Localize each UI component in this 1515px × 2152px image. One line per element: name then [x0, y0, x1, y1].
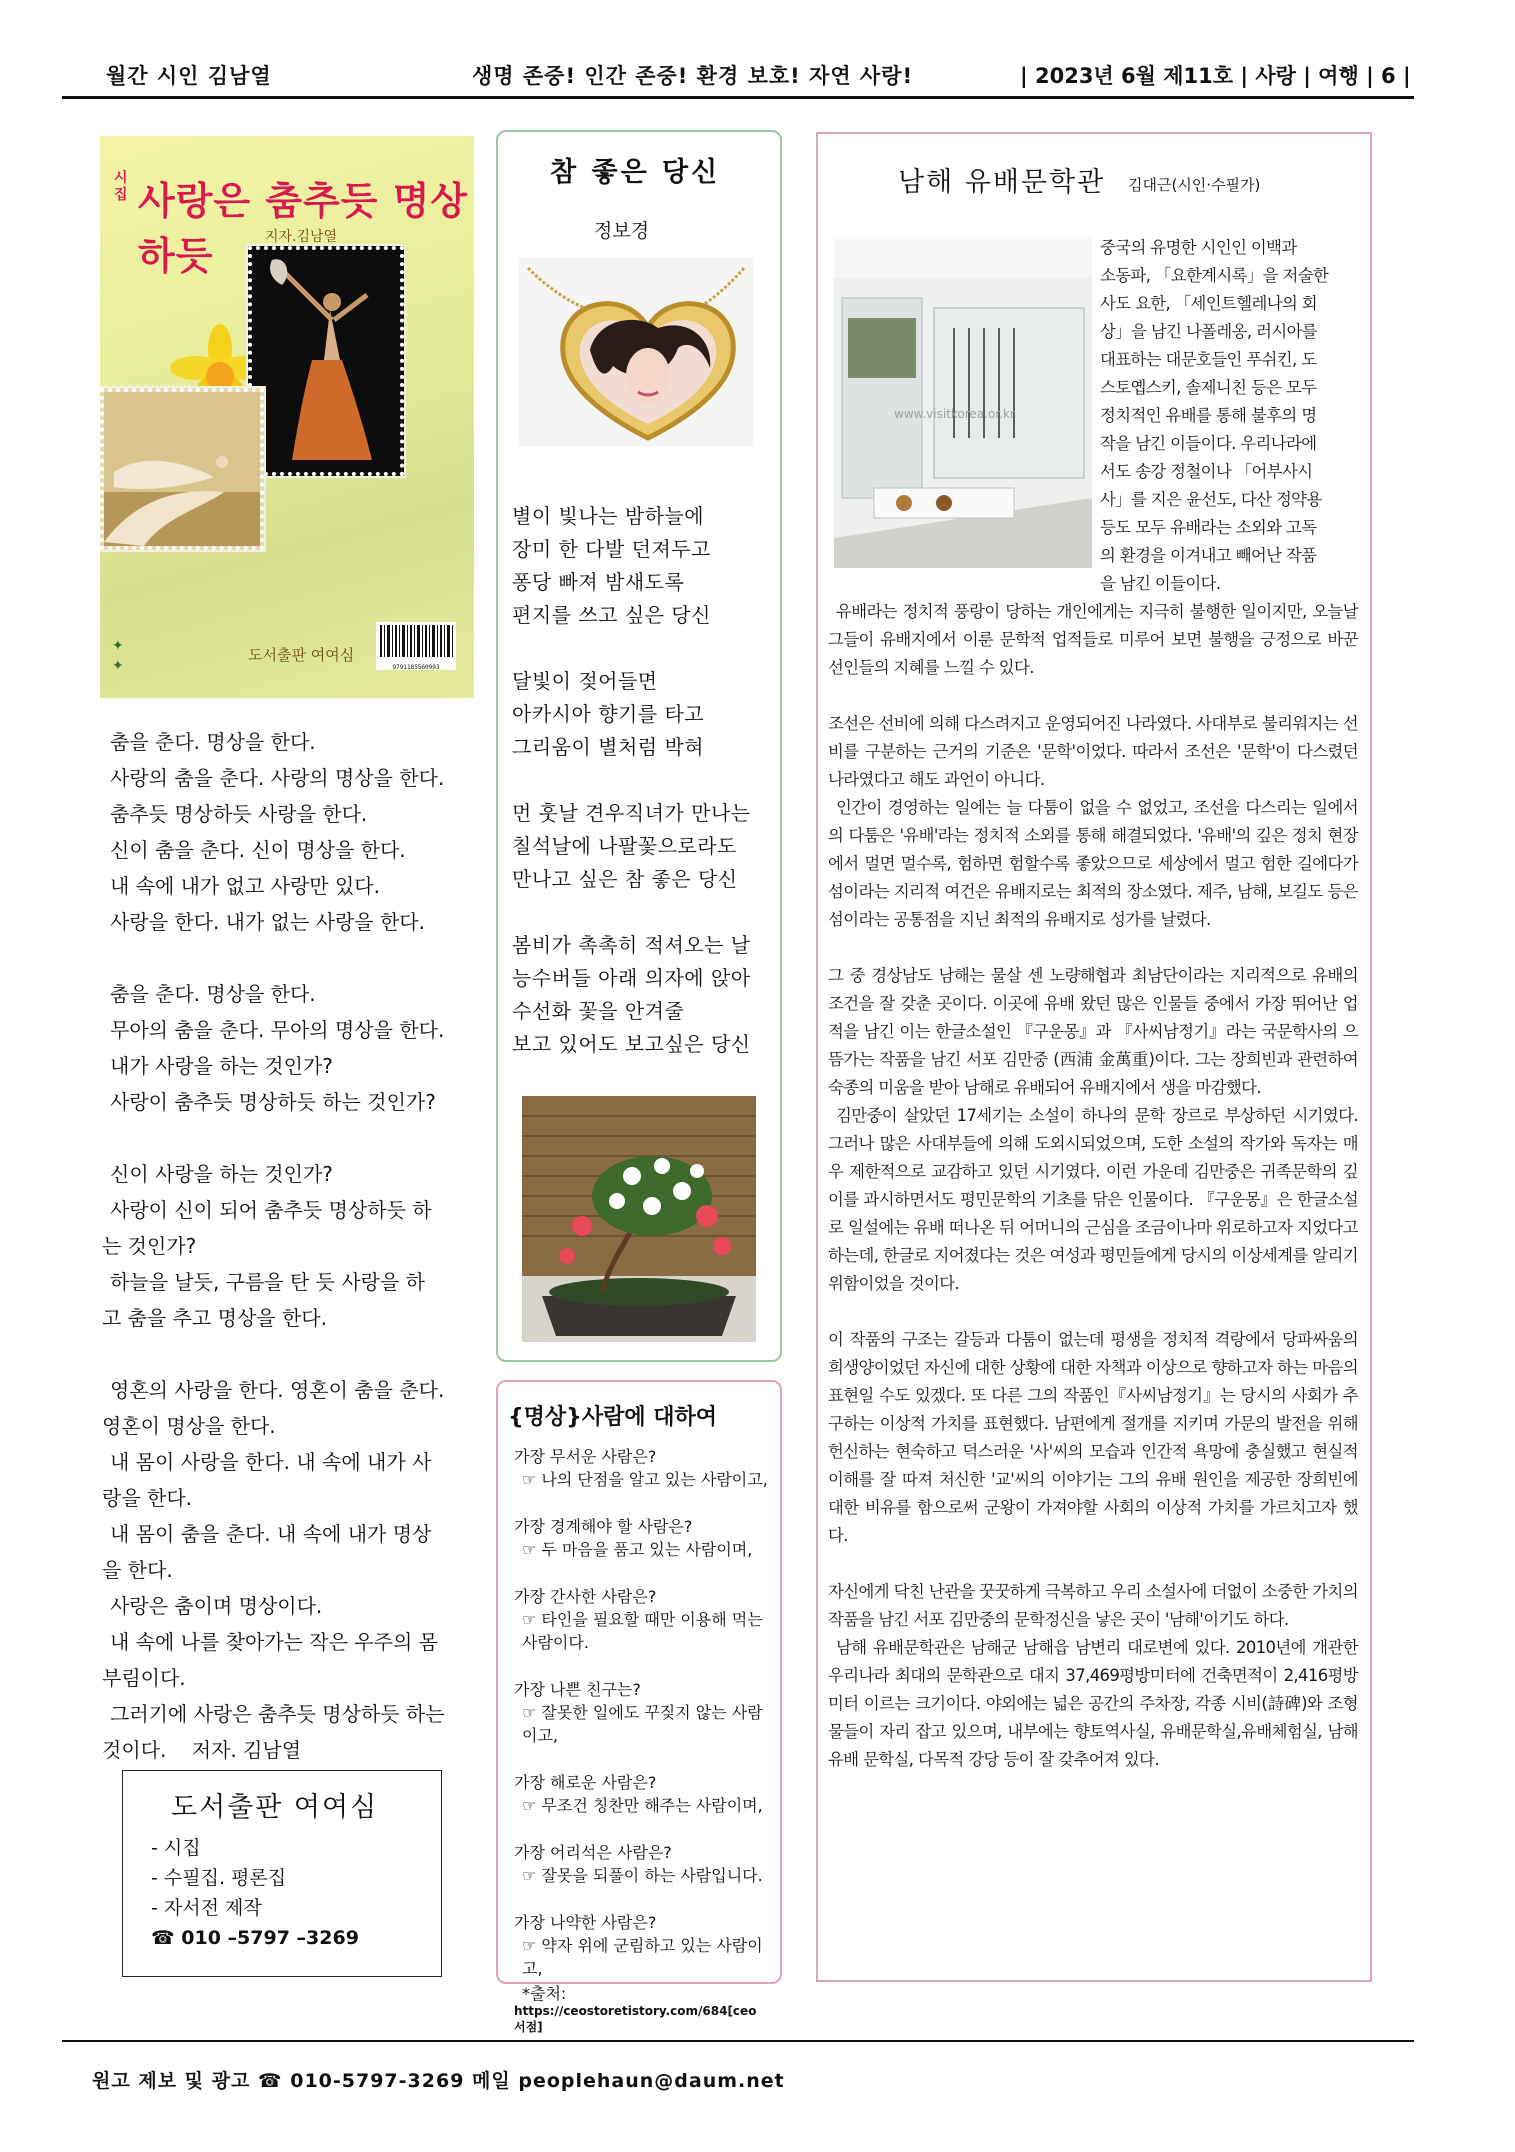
qa-question: 가장 무서운 사람은? — [514, 1447, 657, 1466]
sparkle-decoration-icon — [108, 636, 138, 676]
footer-rule — [62, 2040, 1414, 2042]
article-line: 작을 남긴 이들이다. 우리나라에 — [1100, 434, 1317, 453]
cover-author: 지자.김남열 — [265, 229, 338, 245]
publisher-box — [122, 1770, 442, 1977]
poem-line: 사랑을 한다. 내가 없는 사랑을 한다. — [110, 910, 425, 934]
poem-panel — [496, 130, 782, 1362]
article-line: 소동파, 「요한계시록」을 저술한 — [1100, 266, 1329, 285]
qa-answer: ☞ 타인을 필요할 때만 이용해 먹는 사람이다. — [522, 1610, 763, 1652]
poem-line: 는 것인가? — [102, 1234, 197, 1258]
poem-line: 그러기에 사랑은 춤추듯 명상하듯 하는 — [110, 1702, 445, 1726]
meditation-qa-list — [514, 1438, 768, 2035]
footer-contact: 원고 제보 및 광고 ☎ 010-5797-3269 메일 peoplehaun@daum.net — [92, 2070, 785, 2092]
poem-line: 장미 한 다발 던져두고 — [512, 537, 711, 561]
middle-poem-body — [512, 500, 774, 1061]
poem-line: 춤추듯 명상하듯 사랑을 한다. — [110, 802, 368, 826]
poem-line: 달빛이 젖어들면 — [512, 669, 658, 693]
poem-line: 을 한다. — [102, 1558, 173, 1582]
poem-line: 신이 춤을 춘다. 신이 명상을 한다. — [110, 838, 406, 862]
poem-line: 아카시아 향기를 타고 — [512, 702, 705, 726]
poem-line: 사랑이 춤추듯 명상하듯 하는 것인가? — [110, 1090, 436, 1114]
poem-line: 내가 사랑을 하는 것인가? — [110, 1054, 333, 1078]
qa-question: 가장 어리석은 사람은? — [514, 1843, 672, 1862]
poem-line: 내 속에 내가 없고 사랑만 있다. — [110, 874, 380, 898]
poem-line: 영혼의 사랑을 한다. 영혼이 춤을 춘다. — [110, 1378, 445, 1402]
poem-line: 사랑은 춤이며 명상이다. — [110, 1594, 323, 1618]
source-link[interactable]: https://ceostoretistory.com/684[ceo서점] — [514, 2004, 757, 2034]
museum-interior-photo — [834, 238, 1092, 568]
article-line: 정치적인 유배를 통해 불후의 명 — [1100, 406, 1317, 425]
qa-question: 가장 해로운 사람은? — [514, 1773, 657, 1792]
flower-bonsai-photo — [522, 1096, 756, 1342]
qa-question: 가장 나쁜 친구는? — [514, 1680, 641, 1699]
article-line: 사도 요한, 「세인트헬레나의 회 — [1100, 294, 1318, 313]
article-paragraph: 유배라는 정치적 풍랑이 당하는 개인에게는 지극히 불행한 일이지만, 오늘날 그들이 유배지에서 이룬 문학적 업적들로 미루어 보면 불행을 긍정으로 바꾼 선인들의 지혜를 느낄 수 있다. — [828, 602, 1358, 677]
poem-line: 춤을 춘다. 명상을 한다. — [110, 982, 316, 1006]
publisher-phone: ☎ 010 –5797 –3269 — [151, 1927, 359, 1949]
poem-line: 봄비가 촉촉히 적셔오는 날 — [512, 933, 751, 957]
poem-line: 내 몸이 사랑을 한다. 내 속에 내가 사 — [110, 1450, 432, 1474]
cover-publisher: 도서출판 여여심 — [248, 646, 355, 664]
photo-watermark: www.visitkorea.or.kr — [894, 407, 1015, 421]
barcode — [376, 622, 456, 670]
qa-answer: ☞ 약자 위에 군림하고 있는 사람이고, — [522, 1936, 763, 1978]
middle-poem-author: 정보경 — [594, 220, 650, 242]
publisher-services-list — [151, 1833, 359, 1953]
qa-answer: ☞ 잘못한 일에도 꾸짖지 않는 사람이고, — [522, 1703, 763, 1745]
header-rule — [62, 96, 1414, 99]
article-line: 등도 모두 유배라는 소외와 고독 — [1100, 518, 1317, 537]
poem-line: 고 춤을 추고 명상을 한다. — [102, 1306, 327, 1330]
publisher-box-title: 도서출판 여여심 — [171, 1792, 379, 1823]
qa-question: 가장 나약한 사람은? — [514, 1913, 657, 1932]
header-slogan: 생명 존중! 인간 존중! 환경 보호! 자연 사랑! — [472, 64, 914, 88]
poem-line: 내 몸이 춤을 춘다. 내 속에 내가 명상 — [110, 1522, 432, 1546]
article-line: 스토옙스키, 솔제니친 등은 모두 — [1100, 378, 1317, 397]
qa-question: 가장 간사한 사람은? — [514, 1587, 657, 1606]
article-paragraph: 김만중이 살았던 17세기는 소설이 하나의 문학 장르로 부상하던 시기였다. 그러나 많은 사대부들에 의해 도외시되었으며, 도한 소설의 작가와 독자는 매우 제한적으로 교감하고 있던 시기였다. 이런 가운데 김만중은 귀족문학의 깊이를 과시하면서도 평민문학의 기초를 닦은 인물이다. 『구운몽』은 한글소설로 일설에는 유배 떠나온 뒤 어머니의 근심을 조금이나마 위로하고자 지었다고 하는데, 한글로 지어졌다는 것은 여성과 평민들에게 당시의 이상세계를 알리기 위함이었을 것이다. — [828, 1106, 1358, 1293]
poem-line: 내 속에 나를 찾아가는 작은 우주의 몸 — [110, 1630, 438, 1654]
meditation-photo — [100, 388, 264, 550]
dancer-photo — [248, 246, 404, 476]
article-paragraph: 조선은 선비에 의해 다스려지고 운영되어진 나라였다. 사대부로 불리워지는 선비를 구분하는 근거의 기준은 '문학'이었다. 따라서 조선은 '문학'이 다스렸던 나라였다고 해도 과언이 아니다. — [828, 714, 1358, 789]
qa-answer: ☞ 잘못을 되풀이 하는 사람입니다. — [522, 1866, 763, 1885]
header-issue-info: | 2023년 6월 제11호 | 사랑 | 여행 | 6 | — [1020, 64, 1411, 88]
qa-question: 가장 경계해야 할 사람은? — [514, 1517, 693, 1536]
poem-line: 능수버들 아래 의자에 앉아 — [512, 966, 751, 990]
meditation-panel — [496, 1380, 782, 2034]
poem-line: 편지를 쓰고 싶은 당신 — [512, 603, 711, 627]
cover-title: 사랑은 춤추듯 명상하듯 — [138, 179, 469, 278]
article-paragraph: 이 작품의 구조는 갈등과 다툼이 없는데 평생을 정치적 격랑에서 당파싸움의 희생양이었던 자신에 대한 상황에 대한 자책과 이상으로 향하고자 하는 마음의 표현일 수도 있겠다. 또 다른 그의 작품인『사씨남정기』는 당시의 사회가 추구하는 이상적 가치를 표현했다. 남편에게 절개를 지키며 가문의 발전을 위해 헌신하는 현숙하고 덕스러운 '사'씨의 모습과 인간적 욕망에 충실했고 현실적 이해를 잘 따져 처신한 '교'씨의 이야기는 그의 유배 원인을 제공한 장희빈에 대한 비유를 함으로써 군왕이 가져야할 사회의 이상적 가치를 가르치고자 했다. — [828, 1330, 1358, 1545]
article-body — [828, 598, 1358, 1774]
svg-text:✦: ✦ — [112, 658, 124, 674]
poem-line: 칠석날에 나팔꽃으로라도 — [512, 834, 737, 858]
article-title: 남해 유배문학관 — [898, 167, 1106, 198]
poem-line: 사랑이 신이 되어 춤추듯 명상하듯 하 — [110, 1198, 432, 1222]
article-line: 을 남긴 이들이다. — [1100, 574, 1221, 593]
poem-line: 무아의 춤을 춘다. 무아의 명상을 한다. — [110, 1018, 445, 1042]
meditation-title: {명상}사람에 대하여 — [508, 1405, 717, 1430]
book-cover — [100, 136, 474, 698]
poem-line: 춤을 춘다. 명상을 한다. — [110, 730, 316, 754]
svg-text:✦: ✦ — [112, 638, 124, 654]
poem-line: 것이다. 저자. 김남열 — [102, 1738, 302, 1762]
poem-line: 신이 사랑을 하는 것인가? — [110, 1162, 333, 1186]
poem-line: 수선화 꽃을 안겨줄 — [512, 999, 685, 1023]
article-line: 중국의 유명한 시인인 이백과 — [1100, 238, 1297, 257]
source-label: *출처: — [522, 1984, 567, 2003]
barcode-number: 9791185560993 — [392, 664, 440, 671]
publisher-service-item: - 자서전 제작 — [151, 1897, 262, 1919]
poem-line: 사랑의 춤을 춘다. 사랑의 명상을 한다. — [110, 766, 445, 790]
publisher-service-item: - 수필집. 평론집 — [151, 1867, 287, 1889]
poem-line: 영혼이 명상을 한다. — [102, 1414, 276, 1438]
article-paragraph: 자신에게 닥친 난관을 꿋꿋하게 극복하고 우리 소설사에 더없이 소중한 가치의 작품을 남긴 서포 김만중의 문학정신을 낳은 곳이 '남해'이기도 하다. — [828, 1582, 1358, 1629]
header-publication-name: 월간 시인 김남열 — [106, 64, 272, 88]
qa-answer: ☞ 두 마음을 품고 있는 사람이며, — [522, 1540, 753, 1559]
poem-line: 보고 있어도 보고싶은 당신 — [512, 1032, 751, 1056]
article-line: 상」을 남긴 나폴레옹, 러시아를 — [1100, 322, 1318, 341]
article-line: 사」를 지은 윤선도, 다산 정약용 — [1100, 490, 1322, 509]
left-poem — [102, 724, 470, 1768]
article-paragraph: 남해 유배문학관은 남해군 남해읍 남변리 대로변에 있다. 2010년에 개관한 우리나라 최대의 문학관으로 대지 37,469평방미터에 건축면적이 2,416평방미터 이르는 크기이다. 야외에는 넓은 공간의 주차장, 각종 시비(詩碑)와 조형물들이 자리 잡고 있으며, 내부에는 향토역사실, 유배문학실,유배체험실, 남해유배 문학실, 다목적 강당 등이 잘 갖추어져 있다. — [828, 1638, 1358, 1769]
poem-line: 먼 훗날 견우직녀가 만나는 — [512, 801, 751, 825]
poem-line: 별이 빛나는 밤하늘에 — [512, 504, 705, 528]
poem-line: 퐁당 빠져 밤새도록 — [512, 570, 685, 594]
article-intro-wrap — [1100, 234, 1356, 598]
publisher-service-item: - 시집 — [151, 1837, 201, 1859]
article-line: 서도 송강 정철이나 「어부사시 — [1100, 462, 1313, 481]
article-paragraph: 그 중 경상남도 남해는 물살 센 노량해협과 최남단이라는 지리적으로 유배의 조건을 잘 갖춘 곳이다. 이곳에 유배 왔던 많은 인물들 중에서 가장 뛰어난 업적을 남긴 이는 한글소설인 『구운몽』과 『사씨남정기』라는 국문학사의 으뜸가는 작품을 남긴 서포 김만중 (西浦 金萬重)이다. 그는 장희빈과 관련하여 숙종의 미움을 받아 남해로 유배되어 유배지에서 생을 마감했다. — [828, 966, 1358, 1097]
article-paragraph: 인간이 경영하는 일에는 늘 다툼이 없을 수 없었고, 조선을 다스리는 일에서의 다툼은 '유배'라는 정치적 소외를 통해 해결되었다. '유배'의 깊은 정치 현장에서 멀면 멀수록, 험하면 험할수록 좋았으므로 세상에서 멀고 험한 길에다가 섬이라는 지리적 여건은 유배지로는 최적의 장소였다. 제주, 남해, 보길도 등은 섬이라는 공통점을 지닌 최적의 유배지로 성가를 날렸다. — [828, 798, 1358, 929]
poem-line: 부림이다. — [102, 1666, 186, 1690]
middle-poem-title: 참 좋은 당신 — [550, 157, 721, 188]
heart-locket-image — [518, 258, 754, 446]
article-line: 의 환경을 이겨내고 빼어난 작품 — [1100, 546, 1317, 565]
cover-small-label: 시집 — [114, 170, 128, 203]
qa-answer: ☞ 나의 단점을 알고 있는 사람이고, — [522, 1470, 768, 1489]
poem-line: 그리움이 별처럼 박혀 — [512, 735, 705, 759]
poem-line: 하늘을 날듯, 구름을 탄 듯 사랑을 하 — [110, 1270, 425, 1294]
qa-answer: ☞ 무조건 칭찬만 해주는 사람이며, — [522, 1796, 763, 1815]
poem-line: 만나고 싶은 참 좋은 당신 — [512, 867, 738, 891]
article-line: 대표하는 대문호들인 푸쉬킨, 도 — [1100, 350, 1317, 369]
article-byline: 김대근(시인·수필가) — [1128, 176, 1261, 194]
poem-line: 랑을 한다. — [102, 1486, 192, 1510]
